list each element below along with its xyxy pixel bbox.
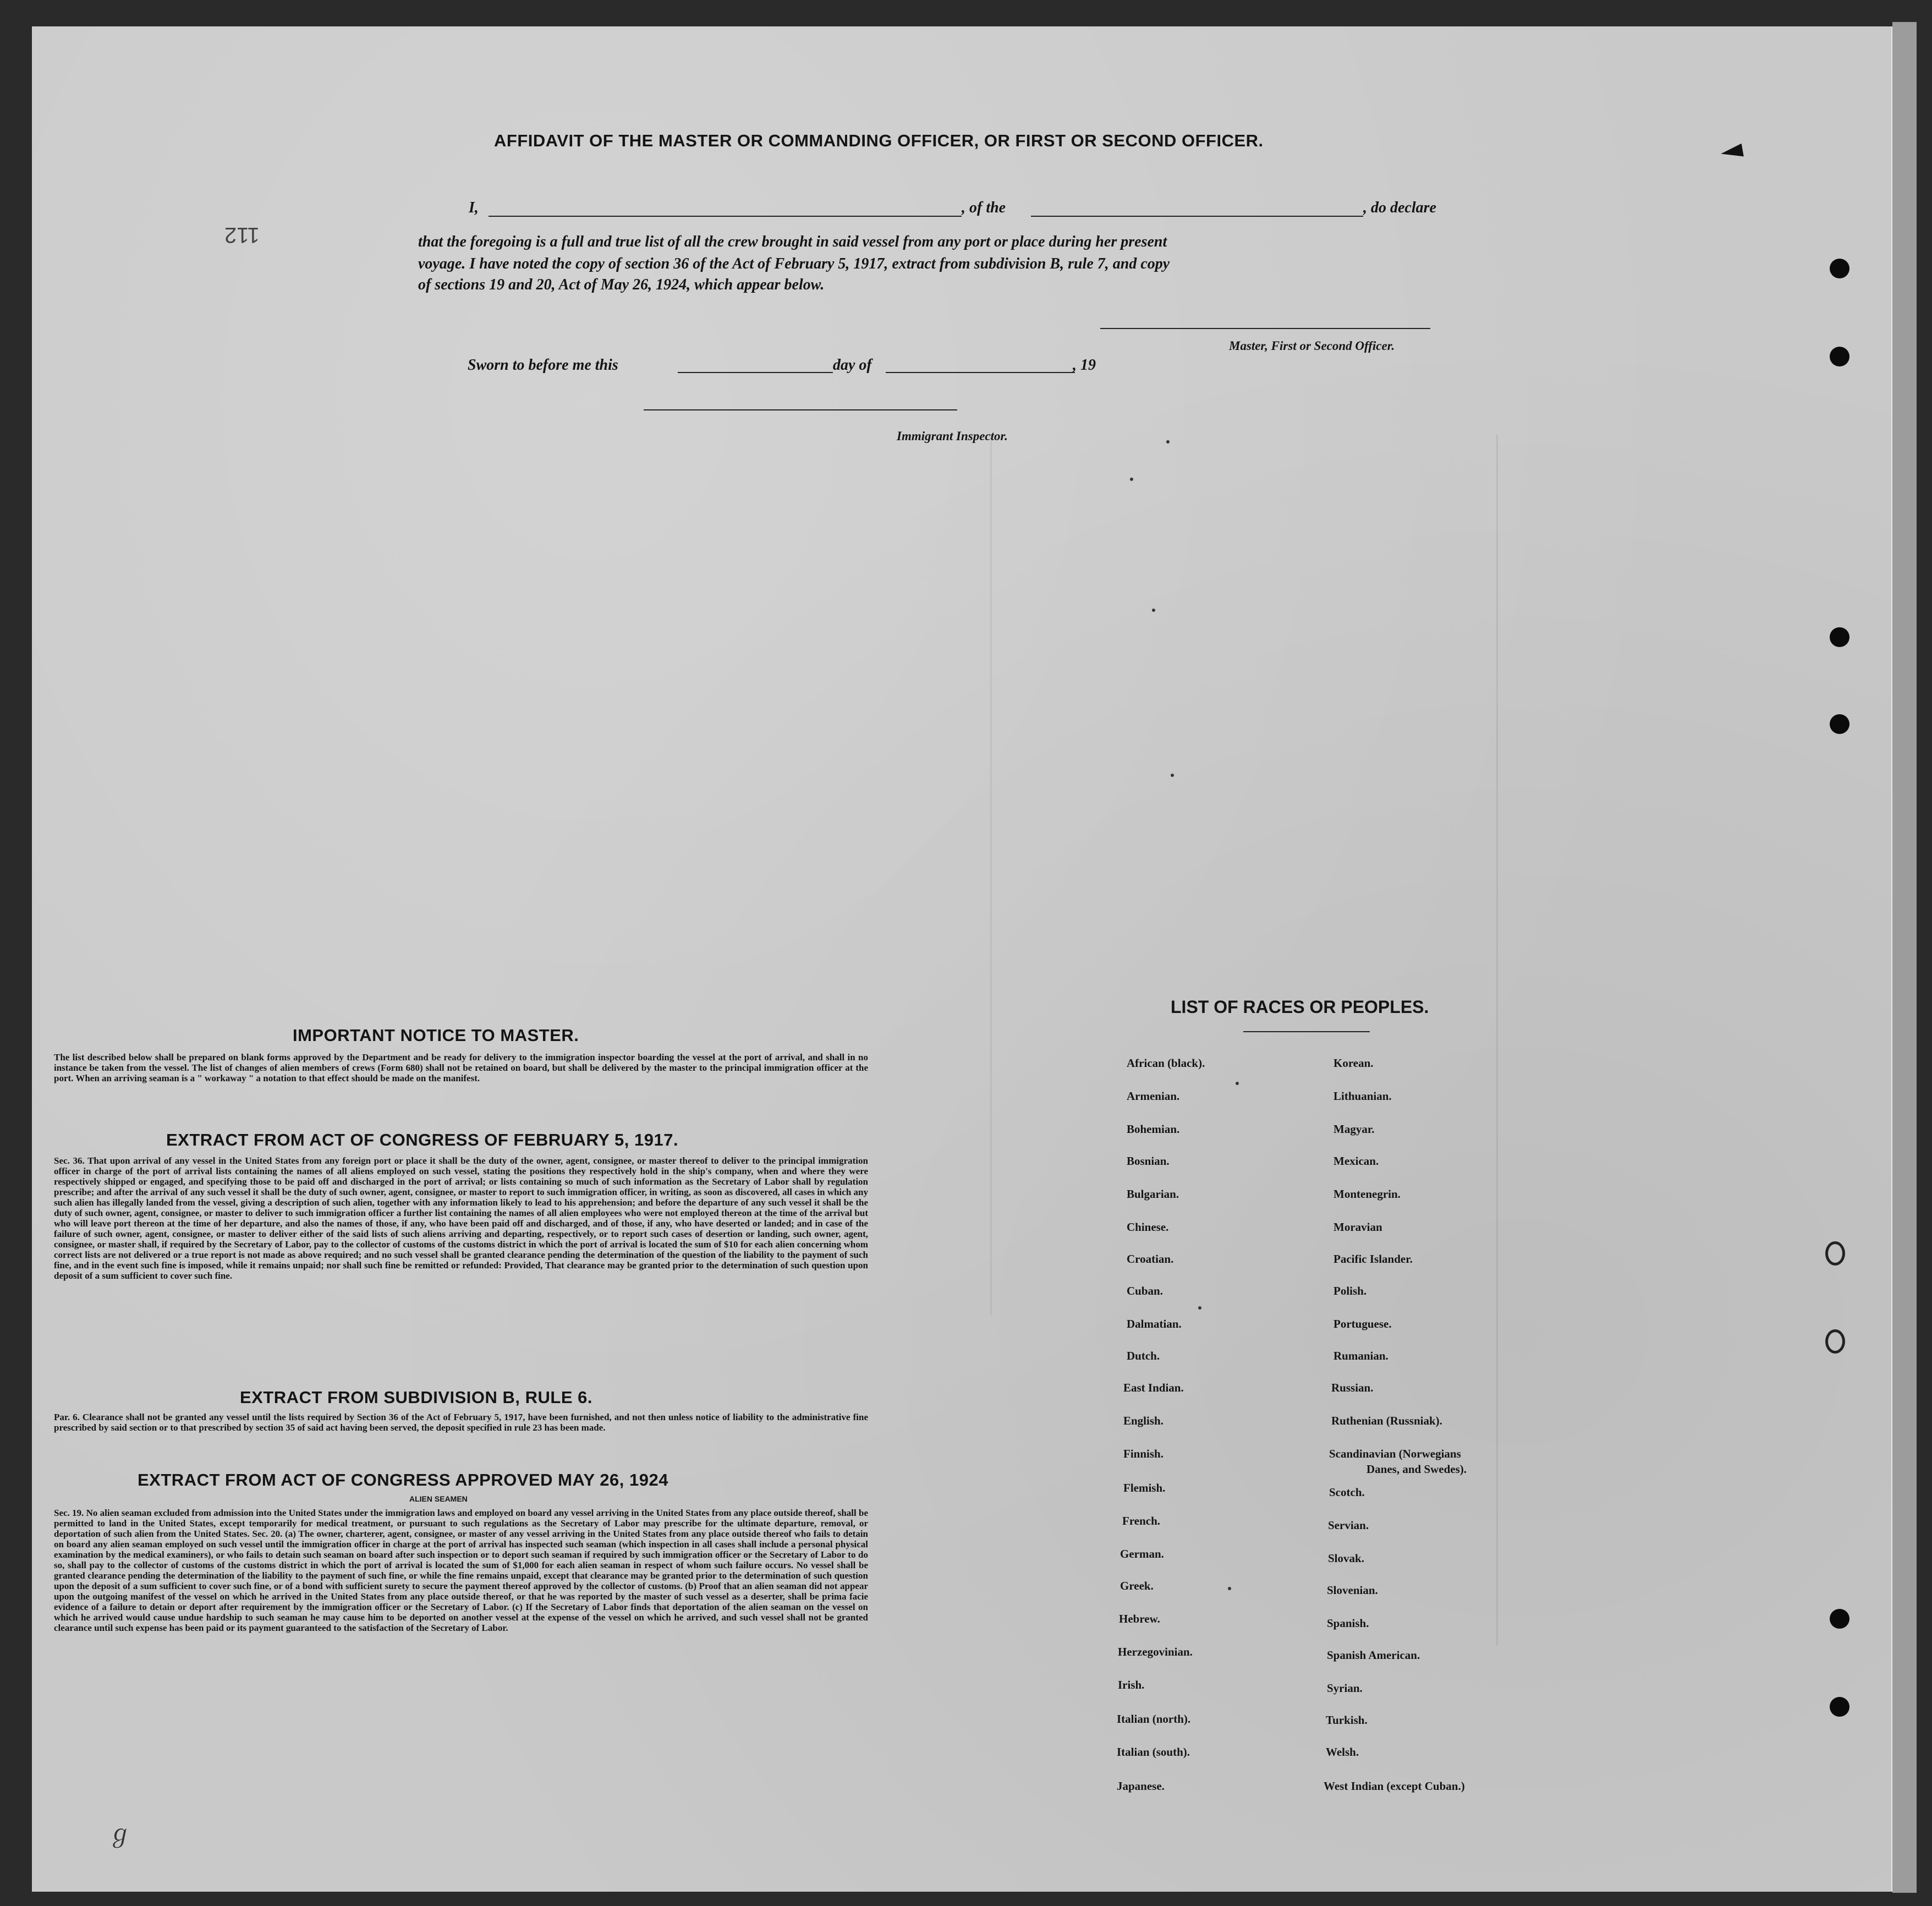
race-item: Italian (south).: [1117, 1745, 1190, 1759]
race-item: Spanish.: [1327, 1617, 1369, 1630]
year-label: , 19: [1073, 357, 1096, 374]
binder-hole: [1830, 347, 1849, 366]
stray-mark: [1198, 1306, 1201, 1310]
race-item: Hebrew.: [1119, 1612, 1160, 1625]
binder-ring: [1825, 1329, 1845, 1354]
binder-hole: [1830, 714, 1849, 734]
race-item: Spanish American.: [1327, 1648, 1420, 1662]
master-caption: Master, First or Second Officer.: [1229, 339, 1395, 353]
page-edge: [1892, 22, 1917, 1893]
race-item-continued: Danes, and Swedes).: [1366, 1463, 1467, 1476]
race-item: African (black).: [1127, 1056, 1205, 1070]
race-item: Italian (north).: [1117, 1712, 1191, 1726]
race-item: Moravian: [1333, 1220, 1382, 1234]
day-of-label: day of: [833, 357, 872, 374]
affidavit-i-label: I,: [469, 199, 479, 216]
stray-mark: [1236, 1082, 1239, 1085]
affidavit-of-the: , of the: [962, 199, 1006, 216]
extract-1924-body: Sec. 19. No alien seaman excluded from admission into the United States under the immigration laws and employed on board any vessel arriving in the United States from any place outside thereof, shall be permitted to land in the United States, except temporarily for medical treatment, or pursuant to such regulations as the Secretary of Labor may prescribe for the ultimate departure, removal, or deportation of such alien from the United States. Sec. 20. (a) The owner, charterer, agent, consignee, or master of any vessel arriving in the United States from any place outside thereof who fails to detain on board any alien seaman employed on such vessel until the immigration officer in charge at the port of arrival has inspected such seaman (which inspection in all cases shall include a personal physical examination by the medical examiners), or who fails to detain such seaman on board after such inspection or to deport such seaman if required by such immigration officer or the Secretary of Labor to do so, shall pay to the collector of customs of the customs district in which the port of arrival is located the sum of $1,000 for each alien seaman in respect of whom such failure occurs. No vessel shall be granted clearance pending the determination of the liability to the payment of such fine, or while the fine remains unpaid, except that clearance may be granted prior to the determination of such question upon the deposit of a sum sufficient to cover such fine, or of a bond with sufficient surety to secure the payment thereof approved by the collector of customs. (b) Proof that an alien seaman did not appear upon the outgoing manifest of the vessel on which he arrived in the United States from any place outside thereof, or that he was reported by the master of such vessel as a deserter, shall be prima facie evidence of a failure to detain or deport after requirement by the immigration officer or the Secretary of Labor. (c) If the Secretary of Labor finds that deportation of the alien seaman on the vessel on which he arrived would cause undue hardship to such seaman he may cause him to be deported on another vessel at the expense of the vessel on which he arrived, and such vessel shall not be granted clearance until such expense has been paid or its payment guaranteed to the satisfaction of the Secretary of Labor.: [54, 1508, 868, 1633]
race-item: Welsh.: [1326, 1745, 1359, 1759]
affidavit-text-line: that the foregoing is a full and true list of all the crew brought in said vessel from any port or place during her present: [418, 233, 1167, 250]
race-item: Cuban.: [1127, 1284, 1163, 1297]
sworn-month-blank: [886, 372, 1075, 373]
master-signature-blank: [1100, 328, 1430, 329]
stray-mark: [1152, 609, 1155, 612]
race-item: Herzegovinian.: [1118, 1645, 1193, 1658]
binder-hole: [1830, 259, 1849, 278]
extract-1917-title: EXTRACT FROM ACT OF CONGRESS OF FEBRUARY 5, 1917.: [166, 1130, 679, 1149]
rule6-title: EXTRACT FROM SUBDIVISION B, RULE 6.: [240, 1388, 592, 1407]
race-item: Dutch.: [1127, 1349, 1160, 1362]
race-item: Slovenian.: [1327, 1584, 1378, 1597]
binder-ring: [1825, 1241, 1845, 1266]
race-item: Croatian.: [1127, 1252, 1174, 1266]
rule6-body: Par. 6. Clearance shall not be granted any vessel until the lists required by Section 36 of the Act of February 5, 1917, have been furnished, and not then unless notice of liability to the administrative fine prescribed by said section or to that prescribed by section 35 of said act having been served, the deposit specified in rule 23 has been made.: [54, 1412, 868, 1433]
race-item: Russian.: [1331, 1381, 1374, 1394]
extract-1917-body: Sec. 36. That upon arrival of any vessel in the United States from any foreign port or place it shall be the duty of the owner, agent, consignee, or master thereof to deliver to the principal immigration officer in charge of the port of arrival lists containing the names of all aliens employed on such vessel, stating the positions they respectively hold in the ship's company, when and where they were respectively shipped or engaged, and specifying those to be paid off and discharged in the port of arrival; or lists containing so much of such information as the Secretary of Labor shall by regulation prescribe; and after the arrival of any such vessel it shall be the duty of such owner, agent, consignee, or master to report to such immigration officer, in writing, as soon as discovered, all cases in which any such alien has illegally landed from the vessel, giving a description of such alien, together with any information likely to lead to his apprehension; and before the departure of any such vessel it shall be the duty of such owner, agent, consignee, or master to deliver to such immigration officer a further list containing the names of all alien employees who were not employed thereon at the time of the arrival but who will leave port thereon at the time of her departure, and also the names of those, if any, who have been paid off and discharged, and of those, if any, who have deserted or landed; and in case of the failure of such owner, agent, consignee, or master to deliver either of the said lists of such aliens arriving and departing, respectively, or to report such cases of desertion or landing, such owner, agent, consignee, or master shall, if required by the Secretary of Labor, pay to the collector of customs of the customs district in which the port of arrival is located the sum of $10 for each alien concerning whom correct lists are not delivered or a true report is not made as above required; and no such vessel shall be granted clearance pending the determination of the question of the liability to the payment of such fine, and in the event such fine is imposed, while it remains unpaid; nor shall such fine be remitted or refunded: Provided, That clearance may be granted prior to the determination of such question upon deposit of a sum sufficient to cover such fine.: [54, 1155, 868, 1281]
stray-mark: [1228, 1587, 1231, 1590]
race-item: Servian.: [1328, 1519, 1369, 1532]
stray-mark: [1171, 774, 1174, 777]
race-item: Magyar.: [1333, 1122, 1375, 1136]
binder-hole: [1830, 1697, 1849, 1717]
race-item: West Indian (except Cuban.): [1324, 1779, 1465, 1793]
affidavit-text-line: of sections 19 and 20, Act of May 26, 1924, which appear below.: [418, 276, 825, 293]
extract-1924-title: EXTRACT FROM ACT OF CONGRESS APPROVED MAY 26, 1924: [138, 1470, 668, 1489]
extract-1924-subtitle: ALIEN SEAMEN: [409, 1494, 468, 1503]
race-item: Lithuanian.: [1333, 1089, 1392, 1103]
affidavit-declare: , do declare: [1363, 199, 1436, 216]
race-item: Greek.: [1120, 1579, 1154, 1592]
binder-hole: [1830, 1609, 1849, 1629]
stray-mark: [1166, 440, 1170, 443]
race-item: Pacific Islander.: [1333, 1252, 1413, 1266]
race-item: Finnish.: [1123, 1447, 1163, 1460]
sworn-day-blank: [678, 372, 833, 373]
race-item: Flemish.: [1123, 1481, 1166, 1494]
margin-number: 112: [224, 223, 260, 247]
race-item: Bohemian.: [1127, 1122, 1180, 1136]
affidavit-title: AFFIDAVIT OF THE MASTER OR COMMANDING OFFICER, OR FIRST OR SECOND OFFICER.: [494, 131, 1264, 150]
race-item: Mexican.: [1333, 1154, 1379, 1168]
vessel-name-blank: [1031, 216, 1363, 217]
inspector-caption: Immigrant Inspector.: [897, 429, 1008, 443]
bleed-through: [1496, 435, 1718, 1645]
stray-mark: [1130, 478, 1133, 481]
binder-hole: [1830, 627, 1849, 647]
race-item: Irish.: [1118, 1678, 1145, 1691]
race-item: Polish.: [1333, 1284, 1367, 1297]
race-item: Dalmatian.: [1127, 1317, 1182, 1330]
race-item: Bosnian.: [1127, 1154, 1170, 1168]
notice-title: IMPORTANT NOTICE TO MASTER.: [293, 1026, 579, 1045]
race-item: Montenegrin.: [1333, 1187, 1401, 1201]
race-item: Portuguese.: [1333, 1317, 1392, 1330]
affidavit-text-line: voyage. I have noted the copy of section 36 of the Act of February 5, 1917, extract from subdivision B, rule 7, and copy: [418, 255, 1170, 272]
bleed-through: [990, 435, 992, 1315]
inspector-signature-blank: [644, 409, 957, 410]
race-item: French.: [1122, 1514, 1161, 1527]
races-rule: [1243, 1031, 1370, 1032]
race-item: Scandinavian (Norwegians: [1329, 1447, 1461, 1460]
race-item: Ruthenian (Russniak).: [1331, 1414, 1442, 1427]
race-item: Chinese.: [1127, 1220, 1169, 1234]
races-title: LIST OF RACES OR PEOPLES.: [1171, 997, 1429, 1017]
race-item: Slovak.: [1328, 1552, 1364, 1565]
race-item: East Indian.: [1123, 1381, 1184, 1394]
race-item: Syrian.: [1327, 1682, 1363, 1695]
race-item: Scotch.: [1329, 1486, 1365, 1499]
race-item: Turkish.: [1326, 1713, 1368, 1727]
race-item: English.: [1123, 1414, 1163, 1427]
race-item: Japanese.: [1117, 1779, 1165, 1793]
race-item: German.: [1120, 1547, 1164, 1560]
race-item: Armenian.: [1127, 1089, 1180, 1103]
race-item: Bulgarian.: [1127, 1187, 1179, 1201]
notice-body: The list described below shall be prepared on blank forms approved by the Department and be ready for delivery to the immigration inspector boarding the vessel at the port of arrival, and shall in no instance be taken from the vessel. The list of changes of alien members of crews (Form 680) shall not be retained on board, but shall be delivered by the master to the principal immigration officer at the port. When an arriving seaman is a " workaway " a notation to that effect should be made on the manifest.: [54, 1052, 868, 1083]
master-name-blank: [489, 216, 962, 217]
pencil-mark: ℊ: [108, 1820, 132, 1848]
sworn-label: Sworn to before me this: [468, 357, 618, 374]
race-item: Korean.: [1333, 1056, 1374, 1070]
race-item: Rumanian.: [1333, 1349, 1388, 1362]
